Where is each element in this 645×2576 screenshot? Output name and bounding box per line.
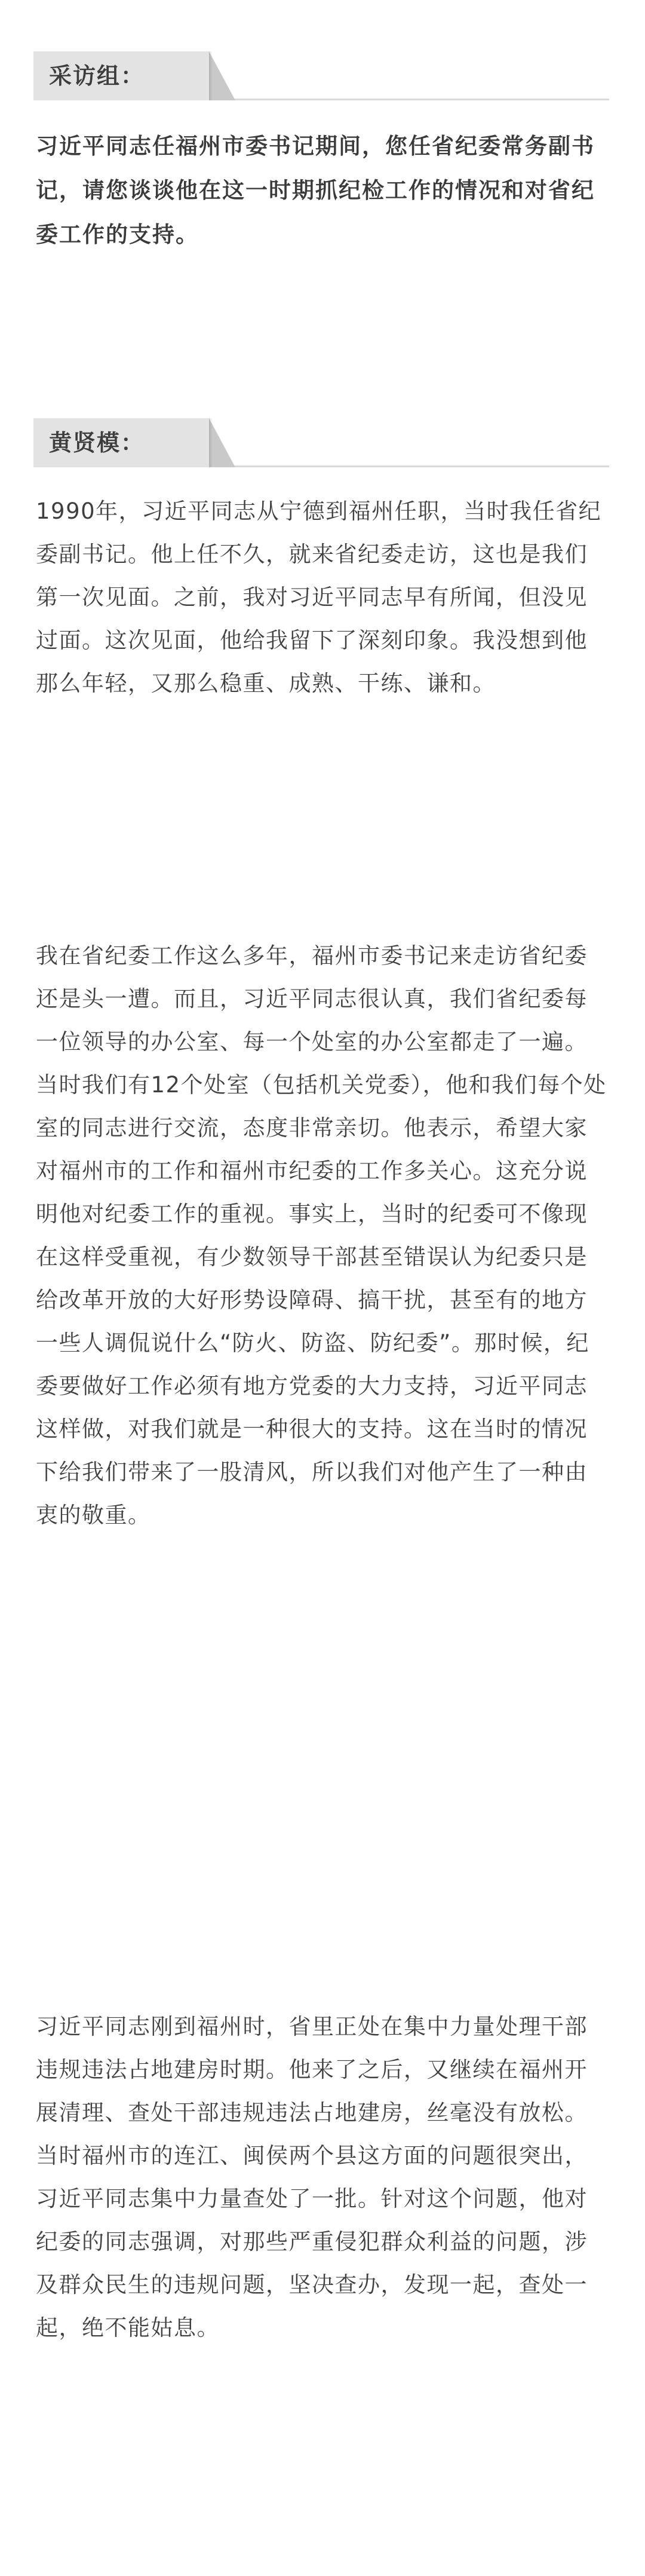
tab-fold-shadow — [209, 418, 213, 467]
tab-fold-corner — [209, 418, 235, 467]
answer-paragraph-3: 习近平同志刚到福州时，省里正处在集中力量处理干部违规违法占地建房时期。他来了之后，又继续在福州开展清理、查处干部违规违法占地建房，丝毫没有放松。当时福州市的连江、闽侯两个县这方面的问题很突出，习近平同志集中力量查处了一批。针对这个问题，他对纪委的同志强调，对那些严重侵犯群众利益的问题，涉及群众民生的违规问题，坚决查办，发现一起，查处一起，绝不能姑息。 — [36, 2014, 588, 2341]
tab-fold-shadow — [209, 51, 213, 100]
interview-question: 习近平同志任福州市委书记期间，您任省纪委常务副书记，请您谈谈他在这一时期抓纪检工作的情况和对省纪委工作的支持。 — [36, 133, 595, 247]
interviewer-label-bar — [33, 51, 609, 109]
tab-fold-corner — [209, 51, 235, 100]
answer-paragraph-2: 我在省纪委工作这么多年，福州市委书记来走访省纪委还是头一遭。而且，习近平同志很认真，我们省纪委每一位领导的办公室、每一个处室的办公室都走了一遍。当时我们有12个处室（包括机关党委），他和我们每个处室的同志进行交流，态度非常亲切。他表示，希望大家对福州市的工作和福州市纪委的工作多关心。这充分说明他对纪委工作的重视。事实上，当时的纪委可不像现在这样受重视，有少数领导干部甚至错误认为纪委只是给改革开放的大好形势设障碍、搞干扰，甚至有的地方一些人调侃说什么“防火、防盗、防纪委”。那时候，纪委要做好工作必须有地方党委的大力支持，习近平同志这样做，对我们就是一种很大的支持。这在当时的情况下给我们带来了一股清风，所以我们对他产生了一种由衷的敬重。 — [36, 943, 607, 1528]
interviewee-label: 黄贤模： — [49, 430, 145, 456]
interviewer-label: 采访组： — [49, 63, 145, 89]
answer-paragraph-1: 1990年，习近平同志从宁德到福州任职，当时我任省纪委副书记。他上任不久，就来省纪委走访，这也是我们第一次见面。之前，我对习近平同志早有所闻，但没见过面。这次见面，他给我留下了深刻印象。我没想到他那么年轻，又那么稳重、成熟、干练、谦和。 — [36, 498, 602, 696]
interviewee-label-bar — [33, 418, 609, 476]
